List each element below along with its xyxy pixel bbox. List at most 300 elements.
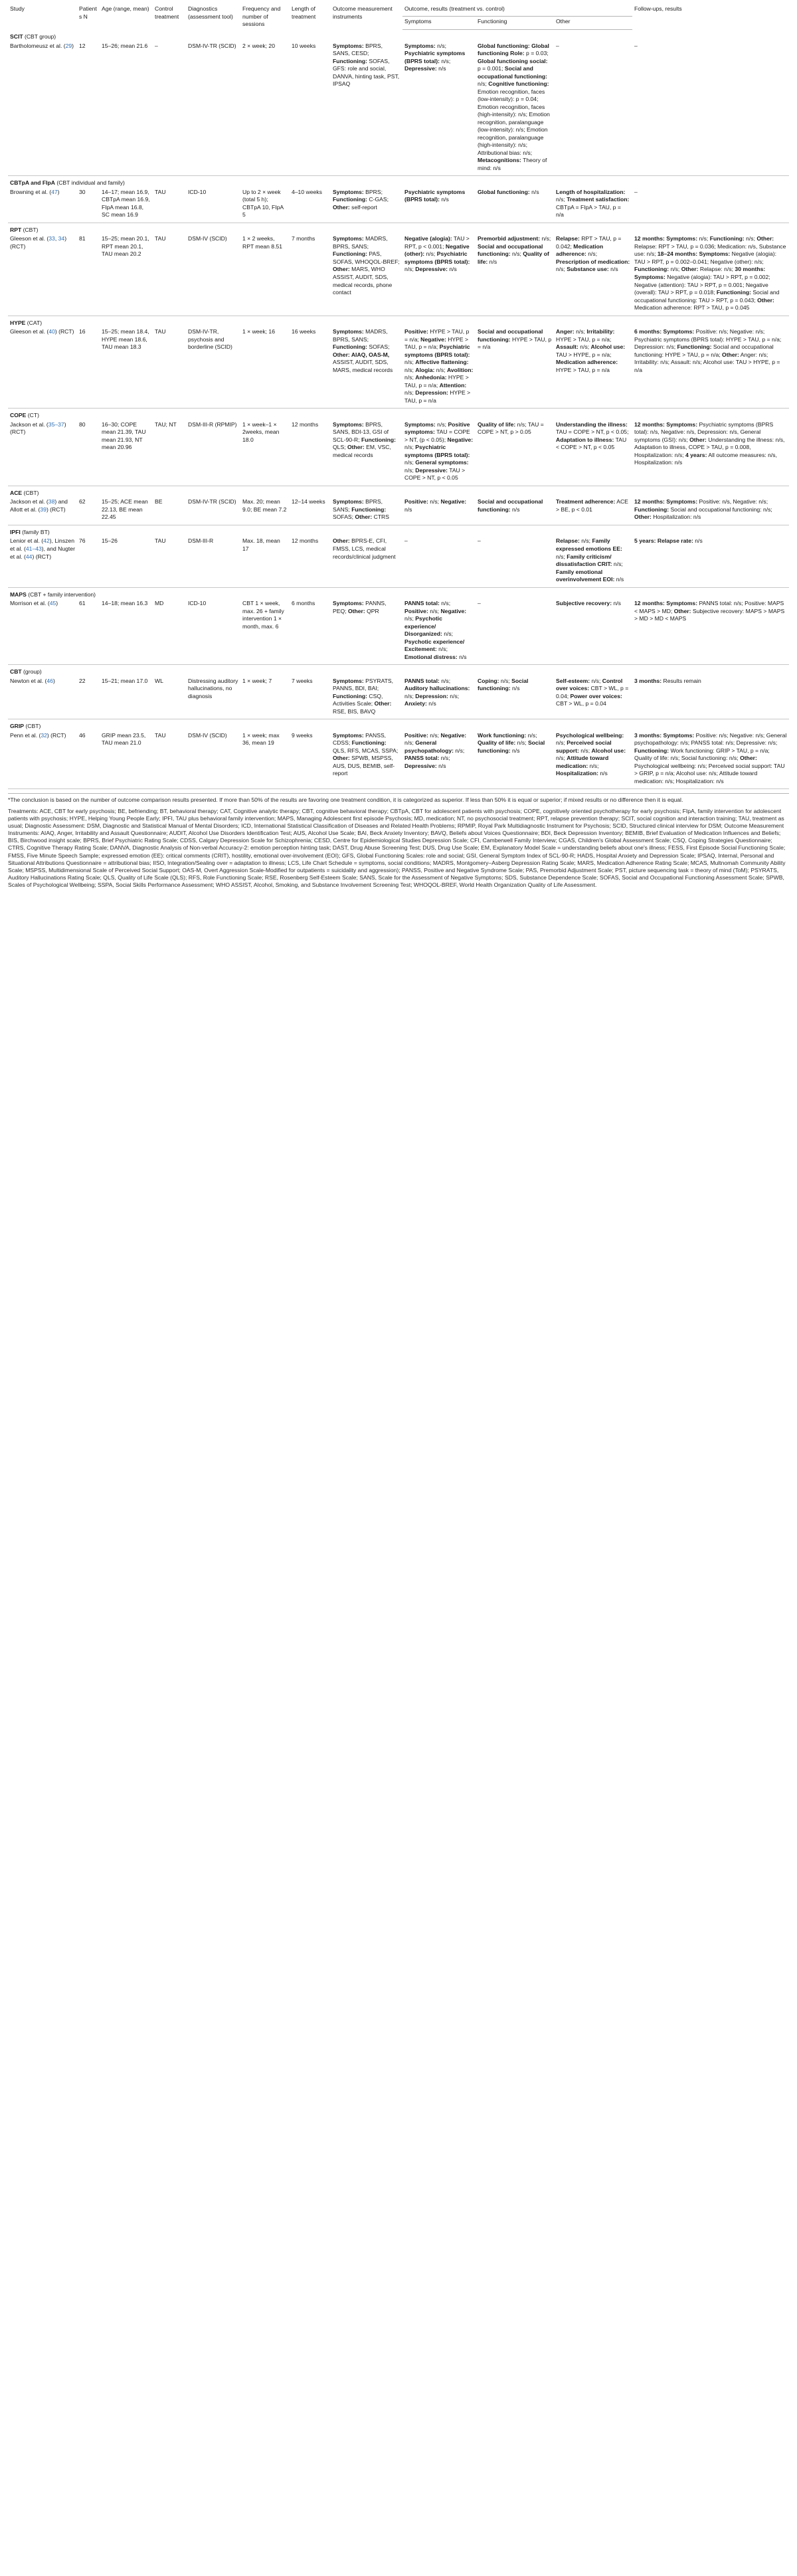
table-row <box>8 327 789 409</box>
section-title <box>8 665 789 676</box>
cell-text: Social and occupational functioning: n/s; <box>669 506 772 513</box>
bold-label: Relapse: <box>556 537 580 545</box>
bold-label: Psychotic experience/ Excitement: <box>404 638 465 653</box>
cell-text: n/s; <box>578 747 592 754</box>
bold-label: Family criticism/ dissatisfaction CRIT: <box>556 553 612 568</box>
table-row <box>8 676 789 719</box>
cell-text: Work functioning: GRIP > TAU, p = n/a; Quality of life: n/s; Social functioning: n/s; <box>634 747 770 762</box>
cell-text: TAU > RPT, p < 0.001; <box>404 235 470 250</box>
cell-text: n/s; <box>478 80 489 88</box>
cell-text: CBTpA = FIpA > TAU, p = n/a <box>556 203 621 219</box>
cell-text: HYPE > TAU, p = n/a; <box>556 335 612 343</box>
section-sublabel: (family BT) <box>20 528 50 535</box>
bold-label: Functioning: <box>634 506 669 513</box>
reference-link[interactable]: 33 <box>48 235 55 242</box>
bold-label: Medication adherence: <box>556 359 618 366</box>
section-sublabel: (CBT + family intervention) <box>26 591 96 598</box>
cell-text: MADRS, BPRS, SANS; <box>333 328 388 343</box>
cell-text: Medication adherence: RPT > TAU, p = 0.045 <box>634 304 750 312</box>
cell-age: 14–18; mean 16.3 <box>100 598 153 665</box>
bold-label: Depressive: <box>415 466 448 474</box>
cell-text: n/s; <box>404 692 416 699</box>
cell-age: 15–25; mean 18.4, HYPE mean 18.6, TAU mean 18.3 <box>100 327 153 409</box>
bold-label: Treatment adherence: <box>556 498 616 506</box>
cell-age: GRIP mean 23.5, TAU mean 21.0 <box>100 731 153 789</box>
cell-text: n/s; <box>579 537 592 545</box>
bold-label: Other: AIAQ, OAS-M, <box>333 351 390 358</box>
bold-label: Quality of life: <box>478 739 516 747</box>
col-header-followup: Follow-ups, results <box>634 5 682 12</box>
cell-text: PANSS, CDSS; <box>333 731 387 747</box>
reference-link[interactable]: 35–37 <box>48 420 64 428</box>
cell-text: n/s; <box>510 250 523 258</box>
cell-text: n/s <box>614 576 624 583</box>
cell-text: n/s; <box>744 235 757 242</box>
col-header-instruments: Outcome measurement instruments <box>333 5 393 20</box>
cell-instruments <box>331 327 402 409</box>
cell-text: n/s; <box>404 359 416 366</box>
table-footnotes <box>8 793 789 889</box>
cell-followup <box>632 41 789 176</box>
col-header-diagnostics: Diagnostics (assessment tool) <box>188 5 233 20</box>
cell-text: Emotion recognition, faces (low-intensity): p = 0.04; Emotion recognition, faces (high-intensity): n/s; Emotion recognition, paralanguage (low-intensity): n/s; Emotion recognition, paralanguage (high-intensity): n/s; Attributional bias: n/s; <box>478 88 550 156</box>
cell-text: n/s <box>608 266 618 273</box>
bold-label: Other: <box>333 755 350 762</box>
bold-label: Social functioning: <box>478 739 545 754</box>
col-header-other: Other <box>554 17 632 30</box>
cell-frequency: 1 × week; max 36, mean 19 <box>240 731 290 789</box>
reference-link[interactable]: 46 <box>46 677 53 684</box>
bold-label: Symptoms: <box>666 600 698 607</box>
cell-text: Subjective recovery: MAPS > MAPS > MD > MD < MAPS <box>634 607 785 622</box>
cell-text: Bartholomeusz et al. ( <box>10 42 66 49</box>
cell-text: MARS, WHO ASSIST, AUDIT, SDS, medical records, phone contact <box>333 266 393 296</box>
bold-label: Other: <box>347 607 365 614</box>
section-sublabel: (CBT) <box>24 723 41 730</box>
section-title <box>8 316 789 327</box>
cell-length: 12 months <box>290 536 331 587</box>
section-sublabel: (CT) <box>26 412 39 419</box>
cell-text: – <box>478 600 481 607</box>
reference-link[interactable]: 44 <box>25 553 33 560</box>
cell-text: n/s; TAU = COPE > NT, p > 0.05 <box>478 420 544 436</box>
bold-label: Functioning: <box>333 57 368 64</box>
section-title <box>8 223 789 234</box>
bold-label: Symptoms: <box>333 42 364 49</box>
section-label: CBTpA and FIpA <box>10 179 55 187</box>
cell-functioning <box>476 731 554 789</box>
section-sublabel: (CBT) <box>21 226 39 233</box>
cell-text: Gleeson et al. ( <box>10 328 49 335</box>
section-title <box>8 525 789 536</box>
cell-length: 4–10 weeks <box>290 187 331 223</box>
cell-text: n/s; <box>499 677 512 684</box>
bold-label: Functioning: <box>634 747 669 754</box>
cell-text: ) <box>52 677 55 684</box>
bold-label: PANSS total: <box>404 755 440 762</box>
cell-text: RPT > TAU, p = 0.042; <box>556 235 622 250</box>
cell-other <box>554 536 632 587</box>
section-sublabel: (CBT individual and family) <box>54 179 125 187</box>
cell-instruments <box>331 676 402 719</box>
bold-label: Coping: <box>478 677 499 684</box>
bold-label: Symptoms: <box>663 731 695 739</box>
reference-link[interactable]: 39 <box>40 506 46 513</box>
section-label: ACE <box>10 489 23 496</box>
cell-text: n/s; <box>428 498 441 506</box>
cell-diagnostics: DSM-IV (SCID) <box>186 234 240 316</box>
cell-text: n/s; <box>515 739 528 747</box>
cell-age: 15–26 <box>100 536 153 587</box>
col-header-symptoms: Symptoms <box>402 17 476 30</box>
cell-text: n/s; <box>540 235 551 242</box>
bold-label: Symptoms: <box>333 235 364 242</box>
bold-label: Substance use: <box>567 266 609 273</box>
cell-study <box>8 187 77 223</box>
cell-symptoms <box>402 497 476 525</box>
cell-age: 14–17; mean 16.9, CBTpA mean 16.9, FIpA mean 16.8, SC mean 16.9 <box>100 187 153 223</box>
cell-text: CBT > WL, p = 0.04 <box>556 700 606 707</box>
bold-label: Depressive: <box>404 65 437 72</box>
cell-text: RSE, BIS, BAVQ <box>333 707 376 715</box>
bold-label: Irritability: <box>586 328 615 335</box>
cell-text: TAU = COPE > NT, p < 0.05; <box>556 428 629 436</box>
section-row <box>8 486 789 497</box>
cell-patients: 30 <box>77 187 100 223</box>
bold-label: Negative: <box>447 436 474 443</box>
cell-length: 16 weeks <box>290 327 331 409</box>
section-title <box>8 30 789 41</box>
bold-label: Functioning: <box>333 250 368 258</box>
cell-symptoms <box>402 41 476 176</box>
cell-other <box>554 598 632 665</box>
section-row <box>8 30 789 41</box>
cell-patients: 81 <box>77 234 100 316</box>
reference-link[interactable]: 38 <box>48 498 55 506</box>
cell-text: Negative (alogia): TAU > RPT, p = 0.002; Negative (attention): TAU > RPT, p = 0.001; Negative (overall): TAU > RPT, p = 0.018; <box>634 274 770 296</box>
cell-age: 15–25; ACE mean 22.13, BE mean 22.45 <box>100 497 153 525</box>
cell-other <box>554 187 632 223</box>
cell-text: ) (RCT) <box>10 420 66 436</box>
cell-text: SOFAS, GFS: role and social, DANVA, hinting task, PST, IPSAQ <box>333 57 400 88</box>
bold-label: Global functioning: <box>478 42 530 49</box>
bold-label: Perceived social support: <box>556 739 612 754</box>
bold-label: Negative: <box>440 607 467 614</box>
cell-text: HYPE > TAU, p = n/a; <box>404 335 469 351</box>
cell-text: n/s; <box>439 677 451 684</box>
bold-label: Hospitalization: <box>556 770 598 777</box>
section-title <box>8 719 789 731</box>
cell-text: PANNS total: n/s; Positive: MAPS < MAPS > MD; <box>634 600 784 614</box>
bold-label: Symptoms: <box>333 498 364 506</box>
bold-label: 12 months: <box>634 498 665 506</box>
cell-text: n/s; <box>435 420 448 428</box>
bold-label: Prescription of medication: <box>556 258 630 265</box>
cell-text: Social and occupational functioning: HYPE > TAU, p = n/a; <box>634 343 774 358</box>
cell-text: n/s; <box>578 343 591 351</box>
cell-symptoms <box>402 598 476 665</box>
cell-patients: 12 <box>77 41 100 176</box>
bold-label: Symptoms: <box>404 420 436 428</box>
section-label: SCIT <box>10 33 23 41</box>
bold-label: Other: <box>333 203 350 211</box>
cell-text: BPRS; <box>363 188 383 195</box>
cell-text: n/s; <box>697 235 710 242</box>
cell-text: MADRS, BPRS, SANS; <box>333 235 388 250</box>
cell-text: – <box>634 188 638 195</box>
reference-link[interactable]: 34 <box>58 235 65 242</box>
cell-text: HYPE > TAU, p = n/a <box>478 335 552 351</box>
bold-label: Positive: <box>404 607 428 614</box>
cell-text: BPRS-E, CFI, FMSS, LCS, medical records/clinical judgment <box>333 537 396 560</box>
section-label: RPT <box>10 226 22 233</box>
cell-text: n/s; <box>439 755 450 762</box>
bold-label: 5 years: Relapse rate: <box>634 537 693 545</box>
reference-link[interactable]: 41–43 <box>25 545 42 552</box>
bold-label: Symptoms: <box>666 235 698 242</box>
bold-label: Positive: <box>404 328 428 335</box>
table-row <box>8 731 789 789</box>
bold-label: Symptoms: <box>666 420 698 428</box>
cell-text: PANNS, PEQ; <box>333 600 387 614</box>
cell-text: – <box>404 537 408 545</box>
cell-other <box>554 731 632 789</box>
cell-text: QPR <box>365 607 379 614</box>
cell-followup <box>632 497 789 525</box>
cell-text: n/s; <box>404 389 416 397</box>
bold-label: Other: <box>740 755 757 762</box>
bold-label: Other: <box>333 266 350 273</box>
cell-text: n/s <box>693 537 703 545</box>
cell-control: TAU; NT <box>153 420 186 486</box>
bold-label: Power over voices: <box>570 692 622 699</box>
cell-text: n/s <box>510 685 520 692</box>
cell-followup <box>632 676 789 719</box>
cell-frequency: Up to 2 × week (total 5 h); CBTpA 10, FIpA 5 <box>240 187 290 223</box>
footnote-conclusion: *The conclusion is based on the number of outcome comparison results presented. If more than 50% of the results are favoring one treatment condition, it is categorized as superior. If less than 50% it is equal or superior; if mixed results or no difference then it is equal. <box>8 796 683 804</box>
bold-label: Functioning: <box>709 235 745 242</box>
section-label: MAPS <box>10 591 27 598</box>
cell-text: , <box>54 235 58 242</box>
cell-text: p = 0.03; <box>524 50 549 57</box>
cell-text: – <box>478 537 481 545</box>
cell-text: n/s <box>510 506 520 513</box>
cell-diagnostics: ICD-10 <box>186 598 240 665</box>
bold-label: Other: <box>347 444 365 451</box>
cell-text: ) (RCT) <box>54 328 74 335</box>
cell-followup <box>632 536 789 587</box>
cell-frequency: Max. 20; mean 9.0; BE mean 7.2 <box>240 497 290 525</box>
cell-frequency: 1 × week; 7 <box>240 676 290 719</box>
cell-text: n/s; <box>404 739 416 747</box>
bold-label: Symptoms: <box>404 42 436 49</box>
cell-text: ) and Allott et al. ( <box>10 498 68 513</box>
bold-label: Symptoms: <box>663 328 695 335</box>
bold-label: Premorbid adjustment: <box>478 235 541 242</box>
cell-text: BPRS, SANS, CESD; <box>333 42 383 57</box>
bold-label: Work functioning: <box>478 731 527 739</box>
section-sublabel: (group) <box>21 668 42 676</box>
cell-followup <box>632 598 789 665</box>
bold-label: 12 months: <box>634 235 665 242</box>
bold-label: Other: <box>756 235 774 242</box>
bold-label: Quality of life: <box>478 250 549 265</box>
cell-text: TAU = COPE > NT, (p < 0.05); <box>404 428 470 443</box>
cell-text: ) <box>72 42 74 49</box>
cell-patients: 16 <box>77 327 100 409</box>
cell-patients: 46 <box>77 731 100 789</box>
cell-functioning <box>476 327 554 409</box>
reference-link[interactable]: 47 <box>51 188 58 195</box>
cell-functioning <box>476 598 554 665</box>
reference-link[interactable]: 40 <box>48 328 55 335</box>
table-page <box>8 4 789 889</box>
cell-text: QLS; <box>333 444 347 451</box>
cell-followup <box>632 234 789 316</box>
bold-label: Avolition: <box>447 366 474 373</box>
cell-text: Gleeson et al. ( <box>10 235 49 242</box>
cell-control: BE <box>153 497 186 525</box>
cell-control: WL <box>153 676 186 719</box>
cell-frequency: Max. 18, mean 17 <box>240 536 290 587</box>
col-header-control: Control treatment <box>155 5 179 20</box>
cell-text: n/s <box>487 258 497 265</box>
bold-label: Medication adherence: <box>556 242 604 258</box>
footnote-abbreviations: Treatments: ACE, CBT for early psychosis; BE, befriending; BT, behavioral therapy; CAT, Cognitive analytic therapy; CBT, cognitive behavioral therapy; CBTpA, CBT for adolescent patients with psychosis; COPE, cognitively oriented psychotherapy for early psychosis; FIpA, family intervention for adolescent patients with psychosis; HYPE, Helping Young People Early; IPFI, TAU plus behavioral family intervention; MAPS, Managing Adolescent first episode Psychosis; MD, medication; NT, no psychosocial treatment; RPT, relapse prevention therapy; SCIT, social cognition and interaction training; TAU, treatment as usual; Diagnostic Assessment: DSM, Diagnostic and Statistical Manual of Mental Disorders; ICD, International Statistical Classification of Diseases and Related Health Problems; RPMIP, Royal Park Multidiagnostic Instrument for Psychosis; SCID, Structured clinical interview for DSM; Outcome Measurement Instruments: AIAQ, Anger, Irritability and Assault Questionnaire; AUDIT, Alcohol Use Disorders Identification Test; AUS, Alcohol Use Scale; BAI, Beck Anxiety Inventory; BAVQ, Beliefs about Voices Questionnaire; BDI, Beck Depression Inventory; BEMIB, Brief Evaluation of Medication Influences and Beliefs; BIS, Birchwood insight scale; BPRS, Brief Psychiatric Rating Scale; CDSS, Calgary Depression Scale for Schizophrenia; CESD, Centre for Epidemiological Studies Depression Scale; CFI, Camberwell Family Interview; CGAS, Children's Global Assessment Scale; CSQ, Coping Strategies Questionnaire; CTRS, Cognitive Therapy Rating Scale; DANVA, Diagnostic Analysis of Non-verbal Accuracy-2: emotion perception hinting task; DAST, Drug Abuse Screening Test; DUS, Drug Use Scale; EM, Explanatory Model Scale = understanding beliefs about one's illness; FESS, First Episode Social Functioning Scale; FMSS, Five Minute Speech Sample; expressed emotion (EE): critical comments (CRIT), hostility, emotional over-involvement (EOI); GFS, Global Functioning Scales: role and social; GSI, General Symptom Index of SCL-90-R; HADS, Hospital Anxiety and Depression Scale; IPSAQ, Internal, Personal and Situational Attributions Questionnaire = attributional bias; IISO, Integration/Sealing over = adaptation to illness; LCS, Life Chart Schedule = symptoms, social conditions; MADRS, Montgomery–Asberg Depression Rating Scale; MARS, Medication Adherence Rating Scale; MCAS, Multnomah Community Ability Scale; MSPSS, Multidimensional Scale of Perceived Social Support; OAS-M, Overt Aggression Scale-Modified for outpatients = suicidality and aggression); PANSS, Positive and Negative Syndrome Scale; PAS, Premorbid Adjustment Scale; PST, picture sequencing task = theory of mind (ToM); PSYRATS, Auditory Hallucinations Rating Scale; QLS, Quality of Life Scale (QLS); RFS, Role Functioning Scale; RSE, Rosenberg Self-Esteem Scale; SANS, Scale for the Assessment of Negative Symptoms; SDS, Substance Dependence Scale; SOFAS, Social and Occupational Functioning Assessment Scale; SPWB, Scales of Psychological Wellbeing; SSPA, Social Skills Performance Assessment; WHO ASSIST, Alcohol, Smoking, and Substance Involvement Screening Test; WHOQOL-BREF, World Health Organization Quality of Life Assessment. <box>8 807 786 889</box>
cell-other <box>554 234 632 316</box>
bold-label: 3 months: <box>634 677 662 684</box>
cell-text: Anger: n/s; Irritability: n/s; Assault: n/s; Alcohol use: TAU > HYPE, p = n/a <box>634 351 780 373</box>
cell-text: n/s; <box>442 630 454 638</box>
section-label: GRIP <box>10 723 25 730</box>
cell-text: n/s; <box>404 266 416 273</box>
bold-label: Social and occupational functioning: <box>478 498 543 513</box>
cell-patients: 80 <box>77 420 100 486</box>
reference-link[interactable]: 32 <box>41 731 47 739</box>
bold-label: Quality of life: <box>478 420 516 428</box>
bold-label: Other: <box>333 537 350 545</box>
cell-text: n/s; <box>454 747 465 754</box>
bold-label: Psychiatric symptoms (BPRS total): <box>404 250 470 265</box>
section-row <box>8 409 789 420</box>
cell-text: TAU > COPE > NT, p < 0.05 <box>404 466 466 482</box>
cell-text: n/s; <box>404 374 416 381</box>
section-label: IPFI <box>10 528 21 535</box>
bold-label: Alogia: <box>415 366 435 373</box>
bold-label: Other: <box>355 513 373 521</box>
bold-label: Negative: <box>440 498 467 506</box>
cell-other <box>554 676 632 719</box>
cell-text: n/s <box>426 700 436 707</box>
cell-length: 7 weeks <box>290 676 331 719</box>
cell-text: – <box>634 42 638 49</box>
cell-study <box>8 497 77 525</box>
cell-text: n/s; <box>428 607 441 614</box>
bold-label: Other: <box>634 513 652 521</box>
cell-patients: 62 <box>77 497 100 525</box>
reference-link[interactable]: 42 <box>43 537 50 545</box>
bold-label: 30 months: <box>735 266 766 273</box>
cell-length: 9 weeks <box>290 731 331 789</box>
bold-label: PANNS total: <box>404 677 440 684</box>
cell-symptoms <box>402 187 476 223</box>
studies-table <box>8 4 789 789</box>
bold-label: Depressive: <box>404 762 437 769</box>
cell-text: n/s; <box>556 266 567 273</box>
cell-text: HYPE > TAU, p = n/a <box>404 389 471 404</box>
cell-text: HYPE > TAU, p = n/a; <box>404 328 470 343</box>
cell-text: n/s; <box>434 366 448 373</box>
cell-frequency: 1 × week; 16 <box>240 327 290 409</box>
cell-text: Positive: n/s; Negative: n/s; General psychopathology: n/s; PANSS total: n/s; Depressive: n/s; <box>634 731 787 747</box>
section-label: HYPE <box>10 319 26 326</box>
cell-instruments <box>331 41 402 176</box>
cell-study <box>8 676 77 719</box>
bold-label: Attitude toward medication: <box>556 755 609 769</box>
cell-text: n/s <box>457 653 467 660</box>
cell-followup <box>632 731 789 789</box>
cell-text: Results remain <box>662 677 701 684</box>
bold-label: Symptoms: <box>333 731 364 739</box>
cell-text: Relapse: n/s; <box>698 266 735 273</box>
cell-text: n/s; <box>612 561 623 568</box>
cell-text: n/s <box>440 196 449 203</box>
bold-label: Alcohol use: <box>590 343 626 351</box>
bold-label: Functioning: <box>716 289 751 296</box>
bold-label: Symptoms: <box>699 250 731 258</box>
section-title <box>8 176 789 187</box>
cell-diagnostics: ICD-10 <box>186 187 240 223</box>
cell-text: CBT > WL, p = 0.04; <box>556 685 629 699</box>
bold-label: Attention: <box>439 381 467 389</box>
cell-length: 10 weeks <box>290 41 331 176</box>
cell-text: Psychological wellbeing: n/s; Perceived social support: TAU > GRIP, p = n/a; Alcohol use: n/s; Attitude toward medication: n/s; Hospitalization: n/s <box>634 762 785 784</box>
bold-label: Understanding the illness: <box>556 420 628 428</box>
bold-label: Family expressed emotions EE: <box>556 537 622 552</box>
cell-followup <box>632 187 789 223</box>
bold-label: Positive: <box>404 731 428 739</box>
cell-text: Browning et al. ( <box>10 188 52 195</box>
cell-instruments <box>331 497 402 525</box>
bold-label: Symptoms: <box>634 274 665 280</box>
cell-text: n/s; <box>439 600 451 607</box>
bold-label: Cognitive functioning: <box>488 80 549 88</box>
cell-frequency: 1 × 2 weeks, RPT mean 8.51 <box>240 234 290 316</box>
cell-text: ) (RCT) <box>46 731 66 739</box>
cell-text: Theory of mind: n/s <box>478 157 547 171</box>
cell-text: BPRS, SANS; <box>333 498 383 513</box>
cell-functioning <box>476 676 554 719</box>
cell-text: PAS, SOFAS, WHOQOL-BREF; <box>333 250 400 265</box>
bold-label: Other: <box>374 700 392 707</box>
bold-label: Social functioning: <box>478 677 529 692</box>
bold-label: Symptoms: <box>333 188 364 195</box>
cell-other <box>554 41 632 176</box>
reference-link[interactable]: 45 <box>49 600 56 607</box>
col-header-functioning: Functioning <box>476 17 554 30</box>
cell-text: EM, VSC, medical records <box>333 444 391 458</box>
bold-label: Relapse: <box>556 235 580 242</box>
bold-label: 6 months: <box>634 328 662 335</box>
bold-label: Other: <box>673 607 691 614</box>
reference-link[interactable]: 29 <box>65 42 72 49</box>
cell-frequency: CBT 1 × week, max. 26 + family intervention 1 × month, max. 6 <box>240 598 290 665</box>
cell-text: BPRS, SANS, BDI-13, GSI of SCL-90-R; <box>333 420 389 443</box>
bold-label: Depressive: <box>415 266 448 273</box>
cell-study <box>8 234 77 316</box>
cell-symptoms <box>402 327 476 409</box>
cell-functioning <box>476 187 554 223</box>
